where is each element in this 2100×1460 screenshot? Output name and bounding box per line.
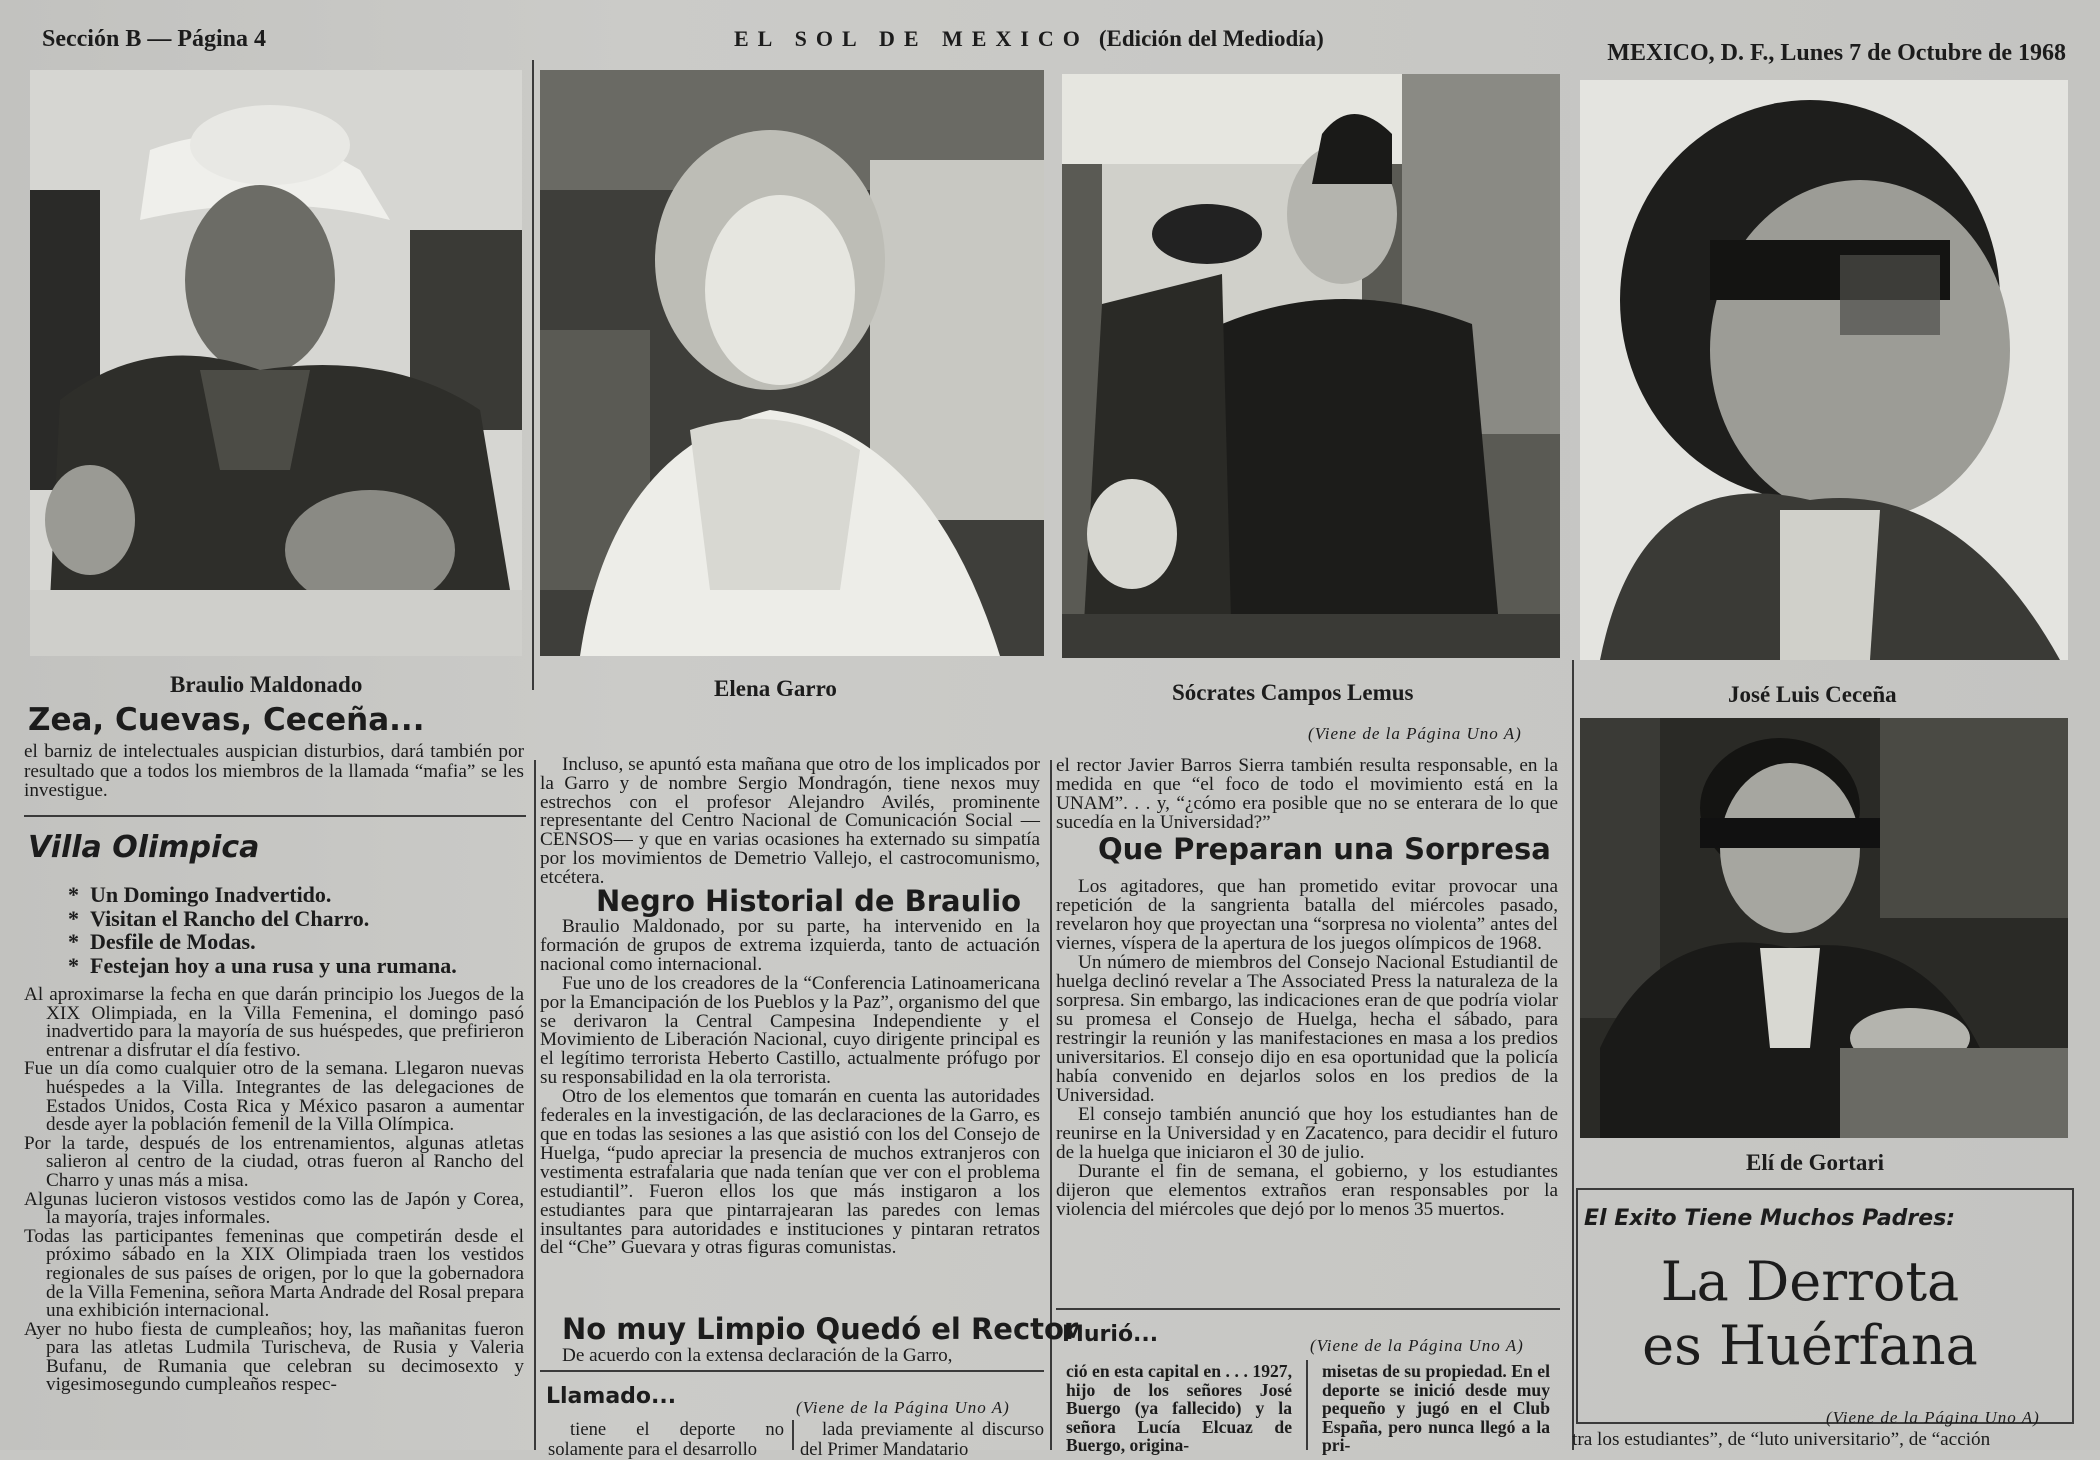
bullet-text: Desfile de Modas. [90, 929, 256, 954]
headline-negro-historial: Negro Historial de Braulio [596, 884, 1022, 918]
column-rule [534, 760, 536, 1450]
caption-photo-2: Elena Garro [714, 676, 837, 701]
bullet-text: Visitan el Rancho del Charro. [90, 905, 370, 931]
bullet-mark: * [68, 929, 79, 954]
paragraph: Fue uno de los creadores de la “Conferencia Latinoamericana por la Emancipación de los Pueblos y la Paz”, organismo del que se derivaron la Central Campesina Independiente y el Movimiento de Liberación Nacional, cuyo dirigente principal es el legítimo terrorista Heberto Castillo, actualmente prófugo por su responsabilidad en la ola terrorista. [540, 972, 1040, 1089]
column-rule [792, 1420, 794, 1450]
paragraph: Los agitadores, que han prometido evitar provocar una repetición de la sangrienta batalla del miércoles pasado, revelaron hoy que proyectan una “sorpresa no violenta” antes del viernes, víspera de la apertura de los juegos olímpicos de 1968. [1056, 876, 1558, 954]
bullet-mark: * [68, 952, 79, 978]
paragraph: De acuerdo con la extensa declaración de la Garro, [562, 1345, 953, 1366]
paragraph: Algunas lucieron vistosos vestidos como las de Japón y Corea, la mayoría, trajes informales. [24, 1188, 524, 1229]
caption-photo-4: José Luis Ceceña [1728, 682, 1897, 707]
continued-from-label: (Viene de la Página Uno A) [1826, 1408, 2040, 1427]
murio-right [1322, 1362, 1550, 1455]
paragraph: el rector Javier Barros Sierra también resulta responsable, en la medida en que “el foco de todo el movimiento está en la UNAM”. . . y, “¿cómo era posible que no se enterara de lo que sucedía en la Universidad?” [1056, 755, 1558, 833]
paragraph: Braulio Maldonado, por su parte, ha intervenido en la formación de grupos de extrema izquierda, tanto de actuación nacional como internacional. [540, 916, 1040, 975]
paragraph: Un número de miembros del Consejo Nacional Estudiantil de huelga declinó revelar a The Associated Press la naturaleza de la sorpresa. Sin embargo, las indicaciones eran de que podría violar su promesa el Consejo de Huelga, hecha el sábado, para restringir la reunión y las manifestaciones en masa a los predios universitarios. El consejo dijo en esa oportunidad que la policía había convenido en dejarlos solos en los predios de la Universidad. [1056, 952, 1558, 1106]
murio-left [1066, 1362, 1292, 1455]
box-headline-line-1: La Derrota [1660, 1250, 1960, 1313]
bullet-text: Festejan hoy a una rusa y una rumana. [90, 952, 457, 978]
caption-photo-5: Elí de Gortari [1746, 1150, 1884, 1175]
paragraph: Otro de los elementos que tomarán en cuenta las autoridades federales en la investigación, de las declaraciones de la Garro, es que en todas las sesiones a las que asistió con los del Consejo de Huelga, “pudo apreciar la presencia de muchos extranjeros con vestimenta estrafalaria que nada tenían que ver con el problema estudiantil”. Fueron ellos los que más instigaron a los estudiantes para que pintarrajearan las paredes con lemas insultantes para autoridades e instituciones y pintaran retratos del “Che” Guevara y otras figuras comunistas. [540, 1086, 1040, 1259]
paragraph: Por la tarde, después de los entrenamientos, algunas atletas salieron al centro de la ciudad, otras fueron al Rancho del Charro y unas más a misa. [24, 1132, 524, 1191]
col1-body [24, 986, 524, 1395]
photo-socrates-campos-lemus [1062, 74, 1560, 658]
photo-elena-garro [540, 70, 1044, 656]
bullet-mark: * [68, 905, 79, 931]
bullet-item [68, 883, 538, 907]
column-rule [1306, 1360, 1308, 1450]
headline-llamado: Llamado... [546, 1384, 677, 1409]
section-villa-olimpica: Villa Olimpica [28, 830, 260, 865]
paragraph: lada previamente al discurso del Primer Mandatario [800, 1419, 1044, 1460]
caption-photo-3: Sócrates Campos Lemus [1172, 680, 1414, 705]
paragraph: ció en esta capital en . . . 1927, hijo de los señores José Buergo (ya fallecido) y la señora Lucía Elcuaz de Buergo, origina- [1066, 1361, 1292, 1456]
paragraph: Ayer no hubo fiesta de cumpleaños; hoy, las mañanitas fueron para las atletas Ludmila Turischeva, de Rusia y Valeria Bufanu, de Rumania que celebran su decimosexto y vigesimosegundo cumpleaños respec- [24, 1318, 524, 1396]
bullet-item [68, 907, 538, 931]
photo-jose-luis-cecena [1580, 80, 2068, 660]
col3-body [1056, 877, 1558, 1219]
headline-que-preparan: Que Preparan una Sorpresa [1098, 832, 1551, 866]
section-page-label: Sección B — Página 4 [42, 26, 267, 52]
masthead-title: EL SOL DE MEXICO [734, 26, 1089, 51]
section-rule [540, 1370, 1044, 1372]
paragraph: Fue un día como cualquier otro de la semana. Llegaron nuevas huéspedes a la Villa. Integrantes de las delegaciones de Estados Unidos, Costa Rica y México pasaron a aumentar desde ayer la población femenil de la Villa Olímpica. [24, 1058, 524, 1136]
section-rule [24, 815, 526, 817]
headline-zea-cuevas-cecena: Zea, Cuevas, Ceceña... [28, 702, 425, 738]
bullet-text: Un Domingo Inadvertido. [90, 882, 332, 907]
col2-last [540, 1346, 1040, 1366]
headline-no-muy-limpio: No muy Limpio Quedó el Rector [562, 1312, 1079, 1346]
col3-top [1056, 756, 1558, 832]
box-headline-line-2: es Huérfana [1642, 1314, 1978, 1377]
col4-bottom [1572, 1430, 2070, 1450]
continued-from-label: (Viene de la Página Uno A) [1310, 1336, 1524, 1355]
paragraph: tiene el deporte no solamente para el desarrollo [548, 1419, 784, 1460]
box-headline [1580, 1250, 2040, 1378]
col2-body [540, 918, 1040, 1258]
paragraph: Al aproximarse la fecha en que darán principio los Juegos de la XIX Olimpiada, en la Villa Femenina, el domingo pasó inadvertido para la mayoría de sus huéspedes, que prefirieron entrenar a disfrutar el día festivo. [24, 984, 524, 1061]
paragraph: El consejo también anunció que hoy los estudiantes han de reunirse en la Universidad y en Zacatenco, para decidir el futuro de la huelga que iniciaron el 30 de julio. [1056, 1104, 1558, 1163]
paragraph: Incluso, se apuntó esta mañana que otro de los implicados por la Garro y de nombre Sergio Mondragón, tiene nexos muy estrechos con el profesor Alejandro Avilés, prominente representante del Centro Nacional de Comunicación Social —CENSOS— y que en varias ocasiones ha externado su simpatía por los movimientos de Demetrio Vallejo, el castrocomunismo, etcétera. [540, 754, 1040, 888]
photo-braulio-maldonado [30, 70, 522, 656]
photo-eli-de-gortari [1580, 718, 2068, 1138]
bullet-item [68, 930, 538, 954]
col1-lead [24, 742, 524, 801]
col1-lead-text: el barniz de intelectuales auspician disturbios, dará también por resultado que a todos los miembros de la llamada “mafia” se les investigue. [24, 741, 524, 802]
bullet-item [68, 954, 538, 978]
paragraph: Durante el fin de semana, el gobierno, y los estudiantes dijeron que elementos extraños eran responsables por la violencia del miércoles que dejó por lo menos 35 muertos. [1056, 1161, 1558, 1220]
dateline: MEXICO, D. F., Lunes 7 de Octubre de 1968 [1607, 40, 2066, 66]
continued-from-label: (Viene de la Página Uno A) [796, 1398, 1010, 1417]
llamado-left [548, 1420, 784, 1459]
continued-from-label: (Viene de la Página Uno A) [1308, 724, 1522, 743]
headline-murio: Murió... [1062, 1322, 1159, 1347]
paragraph: Todas las participantes femeninas que competirán desde el próximo sábado en la XIX Olimpiada traen los vestidos regionales de sus países de origen, por lo que la gobernadora de la Villa Femenina, señora Marta Andrade del Rosal prepara una exhibición internacional. [24, 1225, 525, 1322]
llamado-right [800, 1420, 1044, 1459]
bullet-mark: * [68, 882, 79, 907]
column-rule [1050, 760, 1052, 1450]
bullet-list [68, 883, 538, 977]
paragraph: misetas de su propiedad. En el deporte se inició desde muy pequeño y jugó en el Club España, pero nunca llegó a la pri- [1322, 1361, 1550, 1456]
column-rule [1572, 660, 1574, 1450]
column-rule [532, 60, 534, 690]
col2-top [540, 756, 1040, 888]
masthead [734, 26, 1324, 52]
box-kicker: El Exito Tiene Muchos Padres: [1584, 1206, 1956, 1231]
masthead-edition: (Edición del Mediodía) [1098, 26, 1324, 51]
section-rule [1056, 1308, 1560, 1310]
caption-photo-1: Braulio Maldonado [170, 672, 363, 697]
paragraph: tra los estudiantes”, de “luto universitario”, de “acción [1572, 1429, 1991, 1450]
